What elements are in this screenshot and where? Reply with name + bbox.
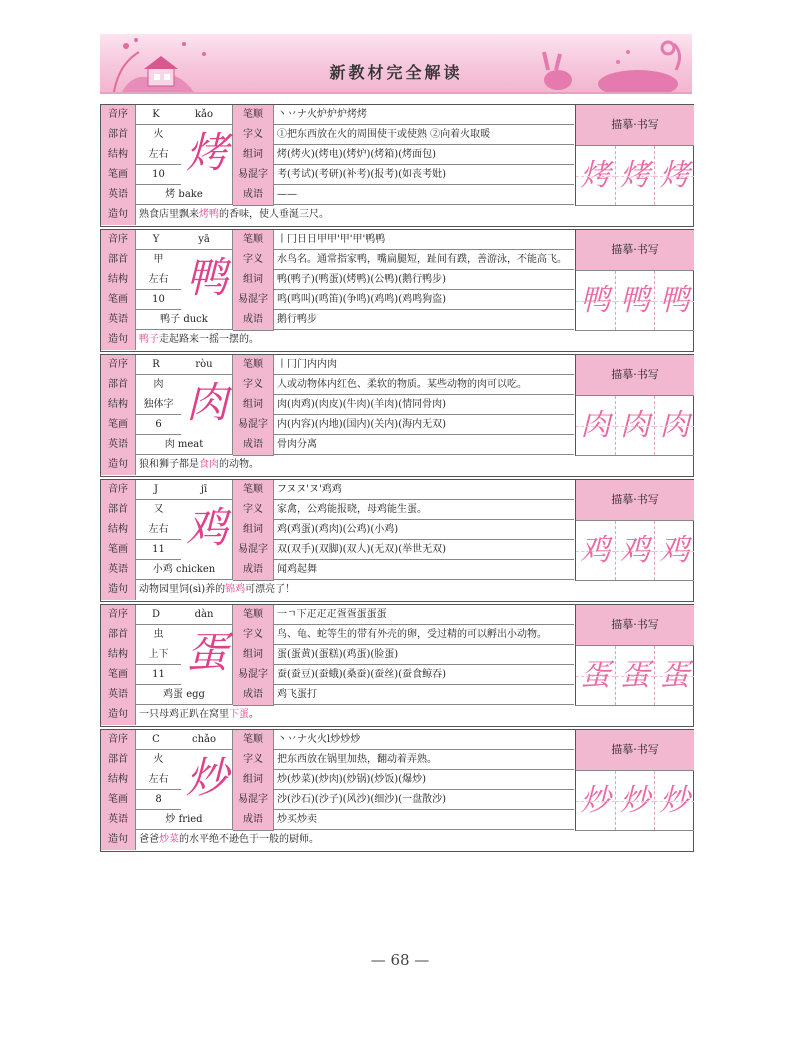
trace-char: 肉 xyxy=(655,396,694,455)
trace-char: 鸭 xyxy=(655,271,694,330)
trace-char: 肉 xyxy=(576,396,616,455)
value-stroke-order: 丨冂门内内肉 xyxy=(274,355,574,375)
trace-char: 炒 xyxy=(576,771,616,830)
label-jiegou: 结构 xyxy=(101,770,136,791)
label-zaoju: 造句 xyxy=(101,455,136,475)
label-bushou: 部首 xyxy=(101,250,136,271)
trace-char: 鸭 xyxy=(616,271,656,330)
practice-grid xyxy=(576,146,694,205)
label-yinxu: 音序 xyxy=(101,605,136,626)
label-yinxu: 音序 xyxy=(101,730,136,751)
label-bishun: 笔顺 xyxy=(233,355,274,376)
label-zaoju: 造句 xyxy=(101,580,136,600)
value-confusable: 考(考试)(考研)(补考)(报考)(如丧考妣) xyxy=(274,165,574,185)
strokes-value: 11 xyxy=(136,665,181,685)
value-confusable: 双(双手)(双脚)(双人)(无双)(举世无双) xyxy=(274,540,574,560)
trace-char: 蛋 xyxy=(616,646,656,705)
letter-value: J xyxy=(136,480,176,500)
value-meaning: 家禽，公鸡能报晓，母鸡能生蛋。 xyxy=(274,500,574,520)
label-bihua: 笔画 xyxy=(101,790,136,811)
example-sentence: 一只母鸡正趴在窝里下蛋。 xyxy=(139,709,259,720)
big-character: 炒 xyxy=(185,753,228,802)
label-bishun: 笔顺 xyxy=(233,105,274,126)
label-yinxu: 音序 xyxy=(101,355,136,376)
structure-value: 左右 xyxy=(148,524,169,535)
label-zaoju: 造句 xyxy=(101,705,136,725)
label-jiegou: 结构 xyxy=(101,145,136,166)
label-bihua: 笔画 xyxy=(101,415,136,436)
label-ziyi: 字义 xyxy=(233,750,274,771)
practice-heading: 描摹·书写 xyxy=(576,730,694,771)
label-bihua: 笔画 xyxy=(101,540,136,561)
tracing-practice xyxy=(575,730,694,831)
trace-char: 蛋 xyxy=(655,646,694,705)
practice-grid xyxy=(576,771,694,830)
label-bihua: 笔画 xyxy=(101,290,136,311)
label-yihunzi: 易混字 xyxy=(233,290,274,311)
label-ziyi: 字义 xyxy=(233,375,274,396)
label-chengyu: 成语 xyxy=(233,185,274,206)
value-idiom: 骨肉分离 xyxy=(274,435,574,455)
label-yingyu: 英语 xyxy=(101,185,136,206)
label-bushou: 部首 xyxy=(101,500,136,521)
label-ziyi: 字义 xyxy=(233,625,274,646)
character-card xyxy=(100,354,694,477)
tracing-practice xyxy=(575,230,694,331)
value-words: 蛋(蛋黄)(蛋糕)(鸡蛋)(脸蛋) xyxy=(274,645,574,665)
label-bushou: 部首 xyxy=(101,625,136,646)
label-chengyu: 成语 xyxy=(233,435,274,456)
label-yihunzi: 易混字 xyxy=(233,165,274,186)
label-yihunzi: 易混字 xyxy=(233,415,274,436)
english-value: 炒 fried xyxy=(136,810,233,830)
structure-value: 左右 xyxy=(148,274,169,285)
value-words: 鸭(鸭子)(鸭蛋)(烤鸭)(公鸭)(鹅行鸭步) xyxy=(274,270,574,290)
label-bishun: 笔顺 xyxy=(233,230,274,251)
english-value: 烤 bake xyxy=(136,185,233,205)
english-value: 肉 meat xyxy=(136,435,233,455)
label-yingyu: 英语 xyxy=(101,560,136,581)
label-zuci: 组词 xyxy=(233,770,274,791)
page-title: 新教材完全解读 xyxy=(329,63,463,82)
value-meaning: 鸟、龟、蛇等生的带有外壳的卵，受过精的可以孵出小动物。 xyxy=(274,625,574,645)
value-words: 肉(肉鸡)(肉皮)(牛肉)(羊肉)(情同骨肉) xyxy=(274,395,574,415)
value-meaning: 水鸟名。通常指家鸭，嘴扁腿短，趾间有蹼，善游泳，不能高飞。 xyxy=(274,250,574,270)
label-bihua: 笔画 xyxy=(101,665,136,686)
label-zuci: 组词 xyxy=(233,145,274,166)
value-meaning: ①把东西放在火的周围使干或使熟 ②向着火取暖 xyxy=(274,125,574,145)
label-yihunzi: 易混字 xyxy=(233,665,274,686)
strokes-value: 10 xyxy=(136,165,181,185)
structure-value: 左右 xyxy=(148,149,169,160)
letter-value: D xyxy=(136,605,176,625)
label-yihunzi: 易混字 xyxy=(233,790,274,811)
label-ziyi: 字义 xyxy=(233,500,274,521)
value-confusable: 沙(沙石)(沙子)(风沙)(细沙)(一盘散沙) xyxy=(274,790,574,810)
pinyin-value: kǎo xyxy=(176,105,233,125)
trace-char: 鸡 xyxy=(616,521,656,580)
character-card xyxy=(100,104,694,227)
value-words: 炒(炒菜)(炒肉)(炒锅)(炒饭)(爆炒) xyxy=(274,770,574,790)
label-ziyi: 字义 xyxy=(233,125,274,146)
label-jiegou: 结构 xyxy=(101,395,136,416)
label-jiegou: 结构 xyxy=(101,520,136,541)
label-chengyu: 成语 xyxy=(233,685,274,706)
example-sentence: 鸭子走起路来一摇一摆的。 xyxy=(139,334,259,345)
example-sentence: 爸爸炒菜的水平绝不逊色于一般的厨师。 xyxy=(139,834,319,845)
trace-char: 鸭 xyxy=(576,271,616,330)
value-stroke-order: 丶丷ナ火火l炒炒炒 xyxy=(274,730,574,750)
label-yihunzi: 易混字 xyxy=(233,540,274,561)
value-meaning: 把东西放在锅里加热，翻动着弄熟。 xyxy=(274,750,574,770)
label-yinxu: 音序 xyxy=(101,105,136,126)
value-idiom: 闻鸡起舞 xyxy=(274,560,574,580)
tracing-practice xyxy=(575,605,694,706)
big-character: 蛋 xyxy=(185,628,228,677)
trace-char: 鸡 xyxy=(655,521,694,580)
radical-value: 甲 xyxy=(153,254,164,265)
pinyin-value: chǎo xyxy=(176,730,233,750)
page-number: — 68 — xyxy=(370,951,430,969)
label-yinxu: 音序 xyxy=(101,230,136,251)
label-zaoju: 造句 xyxy=(101,830,136,850)
value-meaning: 人或动物体内红色、柔软的物质。某些动物的肉可以吃。 xyxy=(274,375,574,395)
structure-value: 左右 xyxy=(148,774,169,785)
practice-grid xyxy=(576,646,694,705)
label-yingyu: 英语 xyxy=(101,310,136,331)
example-sentence: 狼和狮子都是食肉的动物。 xyxy=(139,459,259,470)
english-value: 鸭子 duck xyxy=(136,310,233,330)
english-value: 鸡蛋 egg xyxy=(136,685,233,705)
example-sentence: 动物园里饲(sì)养的锦鸡可漂亮了！ xyxy=(139,584,296,595)
trace-char: 鸡 xyxy=(576,521,616,580)
label-yingyu: 英语 xyxy=(101,435,136,456)
pinyin-value: jī xyxy=(176,480,233,500)
strokes-value: 8 xyxy=(136,790,181,810)
big-character: 鸭 xyxy=(185,253,228,302)
tracing-practice xyxy=(575,105,694,206)
label-chengyu: 成语 xyxy=(233,560,274,581)
strokes-value: 10 xyxy=(136,290,181,310)
value-idiom: 鹅行鸭步 xyxy=(274,310,574,330)
tracing-practice xyxy=(575,355,694,456)
label-ziyi: 字义 xyxy=(233,250,274,271)
trace-char: 肉 xyxy=(616,396,656,455)
value-words: 烤(烤火)(烤电)(烤炉)(烤箱)(烤面包) xyxy=(274,145,574,165)
label-yingyu: 英语 xyxy=(101,810,136,831)
radical-value: 肉 xyxy=(153,379,164,390)
trace-char: 蛋 xyxy=(576,646,616,705)
strokes-value: 11 xyxy=(136,540,181,560)
label-zuci: 组词 xyxy=(233,520,274,541)
practice-grid xyxy=(576,271,694,330)
label-zuci: 组词 xyxy=(233,645,274,666)
label-yinxu: 音序 xyxy=(101,480,136,501)
label-bushou: 部首 xyxy=(101,375,136,396)
radical-value: 火 xyxy=(153,129,164,140)
letter-value: C xyxy=(136,730,176,750)
value-idiom: —— xyxy=(274,185,574,205)
trace-char: 烤 xyxy=(576,146,616,205)
value-confusable: 蚕(蚕豆)(蚕蛾)(桑蚕)(蚕丝)(蚕食鲸吞) xyxy=(274,665,574,685)
value-stroke-order: 一ㄱ下疋疋疋疍疍蛋蛋蛋 xyxy=(274,605,574,625)
english-value: 小鸡 chicken xyxy=(136,560,233,580)
structure-value: 上下 xyxy=(148,649,169,660)
radical-value: 火 xyxy=(153,754,164,765)
practice-grid xyxy=(576,521,694,580)
label-zaoju: 造句 xyxy=(101,330,136,350)
character-card xyxy=(100,729,694,852)
character-card xyxy=(100,479,694,602)
label-jiegou: 结构 xyxy=(101,645,136,666)
letter-value: R xyxy=(136,355,176,375)
page-header-banner xyxy=(100,34,692,94)
label-zuci: 组词 xyxy=(233,395,274,416)
label-bushou: 部首 xyxy=(101,125,136,146)
value-words: 鸡(鸡蛋)(鸡肉)(公鸡)(小鸡) xyxy=(274,520,574,540)
pinyin-value: ròu xyxy=(176,355,233,375)
label-jiegou: 结构 xyxy=(101,270,136,291)
label-chengyu: 成语 xyxy=(233,310,274,331)
label-bishun: 笔顺 xyxy=(233,480,274,501)
label-bihua: 笔画 xyxy=(101,165,136,186)
label-bishun: 笔顺 xyxy=(233,605,274,626)
value-idiom: 炒买炒卖 xyxy=(274,810,574,830)
value-stroke-order: 丨冂日日甲甲'甲'甲'鸭鸭 xyxy=(274,230,574,250)
value-confusable: 鸣(鸣叫)(鸣笛)(争鸣)(鸡鸣)(鸡鸣狗盗) xyxy=(274,290,574,310)
tracing-practice xyxy=(575,480,694,581)
label-zaoju: 造句 xyxy=(101,205,136,225)
pinyin-value: yā xyxy=(176,230,233,250)
trace-char: 炒 xyxy=(616,771,656,830)
value-idiom: 鸡飞蛋打 xyxy=(274,685,574,705)
practice-grid xyxy=(576,396,694,455)
big-character: 鸡 xyxy=(185,503,228,552)
label-bishun: 笔顺 xyxy=(233,730,274,751)
practice-heading: 描摹·书写 xyxy=(576,605,694,646)
trace-char: 炒 xyxy=(655,771,694,830)
value-stroke-order: フヌヌ'ヌ'鸡鸡 xyxy=(274,480,574,500)
practice-heading: 描摹·书写 xyxy=(576,230,694,271)
character-card xyxy=(100,604,694,727)
big-character: 烤 xyxy=(185,128,228,177)
label-yingyu: 英语 xyxy=(101,685,136,706)
trace-char: 烤 xyxy=(655,146,694,205)
pinyin-value: dàn xyxy=(176,605,233,625)
character-card xyxy=(100,229,694,352)
strokes-value: 6 xyxy=(136,415,181,435)
label-chengyu: 成语 xyxy=(233,810,274,831)
letter-value: Y xyxy=(136,230,176,250)
example-sentence: 熟食店里飘来烤鸭的香味，使人垂涎三尺。 xyxy=(139,209,329,220)
big-character: 肉 xyxy=(185,378,228,427)
value-stroke-order: 丶丷ナ火炉炉炉烤烤 xyxy=(274,105,574,125)
practice-heading: 描摹·书写 xyxy=(576,480,694,521)
letter-value: K xyxy=(136,105,176,125)
practice-heading: 描摹·书写 xyxy=(576,105,694,146)
value-confusable: 内(内容)(内地)(国内)(关内)(海内无双) xyxy=(274,415,574,435)
radical-value: 虫 xyxy=(153,629,164,640)
label-bushou: 部首 xyxy=(101,750,136,771)
practice-heading: 描摹·书写 xyxy=(576,355,694,396)
structure-value: 独体字 xyxy=(143,399,174,410)
label-zuci: 组词 xyxy=(233,270,274,291)
radical-value: 又 xyxy=(153,504,164,515)
trace-char: 烤 xyxy=(616,146,656,205)
